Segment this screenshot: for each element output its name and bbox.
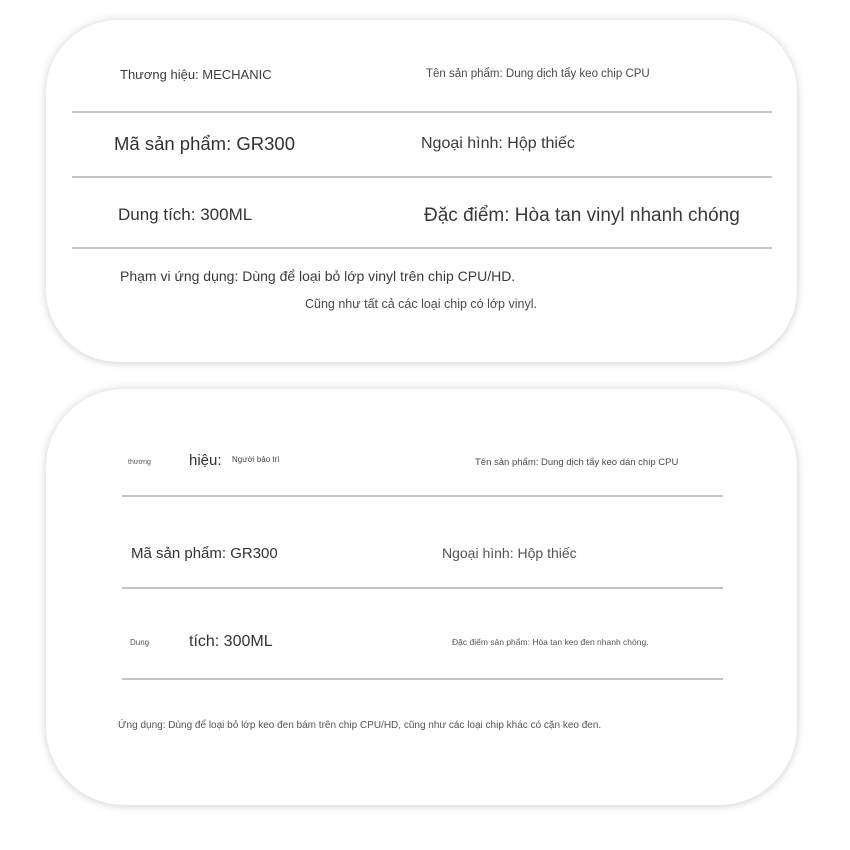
spec-card-primary <box>46 20 797 362</box>
brand-label: Thương hiệu: MECHANIC <box>120 67 272 82</box>
divider <box>122 587 723 589</box>
product-name-label: Tên sản phẩm: Dung dịch tẩy keo dán chip CPU <box>475 457 679 468</box>
divider <box>72 111 772 113</box>
brand-value: Người bảo trì <box>232 455 280 464</box>
feature-label: Đặc điểm: Hòa tan vinyl nhanh chóng <box>424 205 740 226</box>
divider <box>72 176 772 178</box>
application-line-1: Phạm vi ứng dụng: Dùng để loại bỏ lớp vinyl trên chip CPU/HD. <box>120 268 516 284</box>
spec-card-secondary <box>46 389 797 805</box>
brand-prefix: thương <box>128 459 151 466</box>
appearance-label: Ngoại hình: Hộp thiếc <box>421 135 575 152</box>
application-line-2: Cũng như tất cả các loại chip có lớp vinyl. <box>305 297 537 311</box>
capacity-label: tích: 300ML <box>189 633 273 650</box>
brand-label: hiệu: <box>189 452 222 469</box>
divider <box>122 495 723 497</box>
feature-label: Đặc điểm sản phẩm: Hòa tan keo đen nhanh chóng. <box>452 637 649 647</box>
capacity-prefix: Dung <box>130 638 150 647</box>
capacity-label: Dung tích: 300ML <box>118 205 253 224</box>
product-code-label: Mã sản phẩm: GR300 <box>131 545 278 562</box>
product-code-label: Mã sản phẩm: GR300 <box>114 133 295 154</box>
application-label: Ứng dụng: Dùng để loại bỏ lớp keo đen bám trên chip CPU/HD, cũng như các loại chip khác có cặn keo đen. <box>118 720 602 731</box>
divider <box>72 247 772 249</box>
product-name-label: Tên sản phẩm: Dung dịch tẩy keo chip CPU <box>426 68 650 80</box>
appearance-label: Ngoại hình: Hộp thiếc <box>442 545 577 561</box>
divider <box>122 678 723 680</box>
